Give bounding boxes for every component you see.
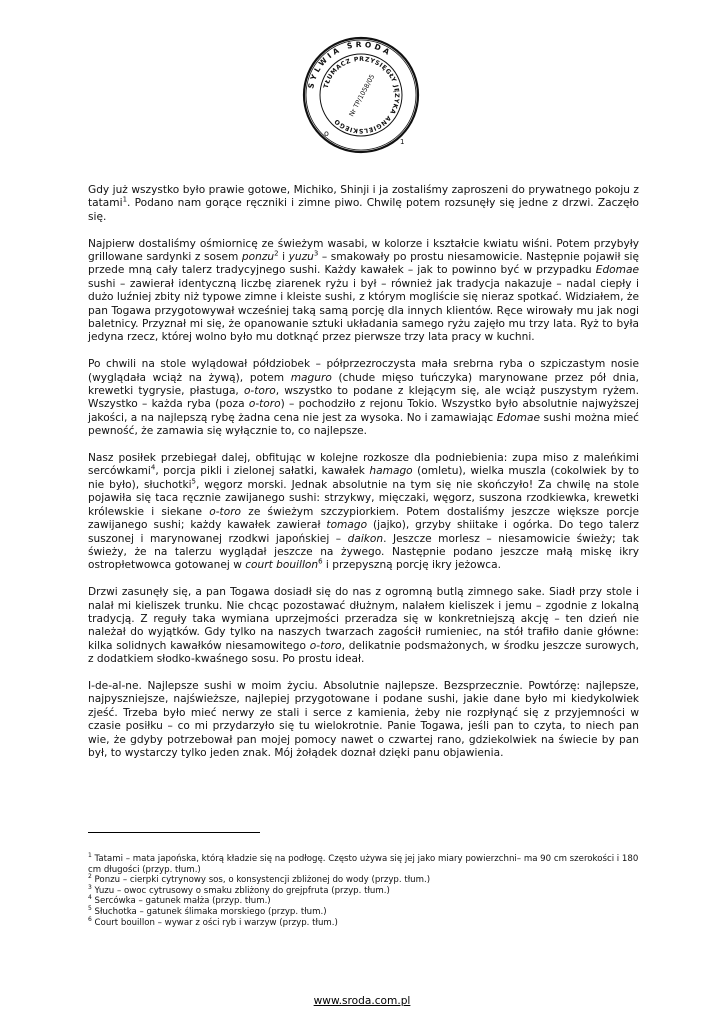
- footnote-ref-2: 2: [274, 249, 279, 258]
- footnote-separator: [88, 832, 260, 833]
- seal-outer-text: SYLWIA ŚRODA: [306, 39, 394, 90]
- seal-mark-right: 1: [400, 138, 405, 146]
- footnote-4: $^4$ Sercówka – gatunek małża (przyp. tłum.): [88, 894, 271, 907]
- paragraph-6: I-de-al-ne. Najlepsze sushi w moim życiu. Absolutnie najlepsze. Bezsprzecznie. Powtórzę: najlepsze, najpyszniejsze, najświeższe, najlepiej przygotowane i podane sushi, jakie dane było mi kiedykolwiek zjeść. Trzeba było mieć nerwy ze stali i serce z kamienia, żeby nie rozpłynąć się z przyjemności w czasie posiłku – co mi przydarzyło się tu wielokrotnie. Panie Togawa, jeśli pan to czyta, to niech pan wie, że gdyby potrzebował pan mojej pomocy nawet o czwartej rano, gdziekolwiek na świecie by pan był, to wystarczy tylko jeden znak. Mój żołądek doznał dzięki panu objawienia.: [88, 679, 639, 759]
- footnote-ref-1: 1: [122, 195, 128, 204]
- paragraph-3: Po chwili na stole wylądował półdziobek – półprzezroczysta mała srebrna ryba o szpiczastym nosie (wyglądała wciąż na żywą), potem maguro (chude mięso tuńczyka) marynowane przez pół dnia, krewetki tygrysie, płastuga, o-toro, wszystko to podane z klejącym się, ale wciąż puszystym ryżem. Wszystko – każda ryba (poza o-toro) – pochodziło z rejonu Tokio. Wszystko było absolutnie najwyższej jakości, a na najlepszą rybę żadna cena nie jest za wysoka. No i zamawiając Edomae sushi można mieć pewność, że zamawia się wyłącznie to, co najlepsze.: [88, 358, 639, 438]
- footnote-6: $^6$ Court bouillon – wywar z ości ryb i warzyw (przyp. tłum.): [88, 915, 338, 928]
- footnote-2: $^2$ Ponzu – cierpki cytrynowy sos, o konsystencji zbliżonej do wody (przyp. tłum.): [88, 873, 431, 886]
- footnotes: [88, 854, 648, 928]
- footnote-ref-6: 6: [318, 557, 323, 566]
- document-body: [88, 184, 639, 760]
- seal-mark-left: ο: [324, 129, 329, 138]
- seal-number: Nr TP/1058/05: [347, 72, 377, 118]
- paragraph-1: Gdy już wszystko było prawie gotowe, Michiko, Shinji i ja zostaliśmy zaproszeni do prywatnego pokoju z tatami$^1$. Podano nam gorące ręczniki i zimne piwo. Chwilę potem rozsunęły się jedne z drzwi. Zaczęło się.: [88, 184, 639, 223]
- footnote-5: $^5$ Słuchotka – gatunek ślimaka morskiego (przyp. tłum.): [88, 905, 327, 917]
- footnote-ref-5: 5: [191, 477, 196, 486]
- paragraph-4: Nasz posiłek przebiegał dalej, obfitując w kolejne rozkosze dla podniebienia: zupa miso z maleńkimi sercówkami$^4$, porcja pikli i zielonej sałatki, kawałek hamago (omletu), wielka muszla (cokolwiek by to nie było), słuchotki$^5$, węgorz morski. Jednak absolutnie na tym się nie skończyło! Za chwilę na stole pojawiła się taca ręcznie zawijanego sushi: strzykwy, mięczaki, węgorz, suszona rzodkiewka, krewetki królewskie i siekane o-toro ze świeżym szczypiorkiem. Potem dostaliśmy jeszcze większe porcje zawijanego sushi; każdy kawałek zawierał tomago (jajko), grzyby shiitake i ogórka. Do tego talerz suszonej i marynowanej rzodkwi japońskiej – daikon. Jeszcze morlesz – niesamowicie świeży; tak świeży, że na talerzu wyglądał jeszcze na żywego. Następnie podano jeszcze małą miskę ikry ostropłetwowca gotowanej w court bouillon$^6$ i przepyszną porcję ikry jeżowca.: [88, 452, 639, 572]
- footnote-3: $^3$ Yuzu – owoc cytrusowy o smaku zbliżony do grejpfruta (przyp. tłum.): [88, 883, 390, 896]
- footnote-ref-3: 3: [313, 249, 319, 258]
- paragraph-2: Najpierw dostaliśmy ośmiornicę ze świeżym wasabi, w kolorze i kształcie kwiatu wiśni. Potem przybyły grillowane sardynki z sosem ponzu$^2$ i yuzu$^3$ – smakowały po prostu niesamowicie. Następnie pojawił się przede mną cały talerz tradycyjnego sushi. Każdy kawałek – jak to powinno być w przypadku Edomae sushi – zawierał identyczną liczbę ziarenek ryżu i był – również jak tradycja nakazuje – nadal ciepły i dużo luźniej zbity niż typowe zimne i kleiste sushi, z którym mogliście się nieraz spotkać. Widziałem, że pan Togawa przygotowywał wcześniej taką samą porcję dla innych klientów. Ręce wirowały mu jak nogi baletnicy. Przyznał mi się, że opanowanie sztuki układania samego ryżu zajęło mu trzy lata. Ryż to była jedyna rzecz, której wolno było mu dotknąć przez pierwsze trzy lata pracy w kuchni.: [88, 237, 639, 344]
- paragraph-5: Drzwi zasunęły się, a pan Togawa dosiadł się do nas z ogromną butlą zimnego sake. Siadł przy stole i nalał mi kieliszek trunku. Nie chcąc pozostawać dłużnym, nalałem kieliszek i jemu – zgodnie z lokalną tradycją. Z reguły taka wymiana uprzejmości przeradza się w konkretniejszą akcję – ten dzień nie należał do wyjątków. Gdy tylko na naszych twarzach zagościł rumieniec, na stół trafiło danie główne: kilka solidnych kawałków niesamowitego o-toro, delikatnie podsmażonych, w środku jeszcze surowych, z dodatkiem słodko-kwaśnego sosu. Po prostu ideał.: [88, 586, 639, 666]
- translator-seal: [302, 36, 420, 154]
- website-link[interactable]: www.sroda.com.pl: [313, 995, 411, 1007]
- footnote-ref-4: 4: [150, 463, 156, 472]
- seal-inner-text: TŁUMACZ PRZYSIĘGŁY JĘZYKA ANGIELSKIEGO: [322, 55, 401, 135]
- footnote-1: $^1$ Tatami – mata japońska, którą kładzie się na podłogę. Często używa się jej jako miary powierzchni– ma 90 cm szerokości i 180 cm długości (przyp. tłum.): [88, 852, 639, 875]
